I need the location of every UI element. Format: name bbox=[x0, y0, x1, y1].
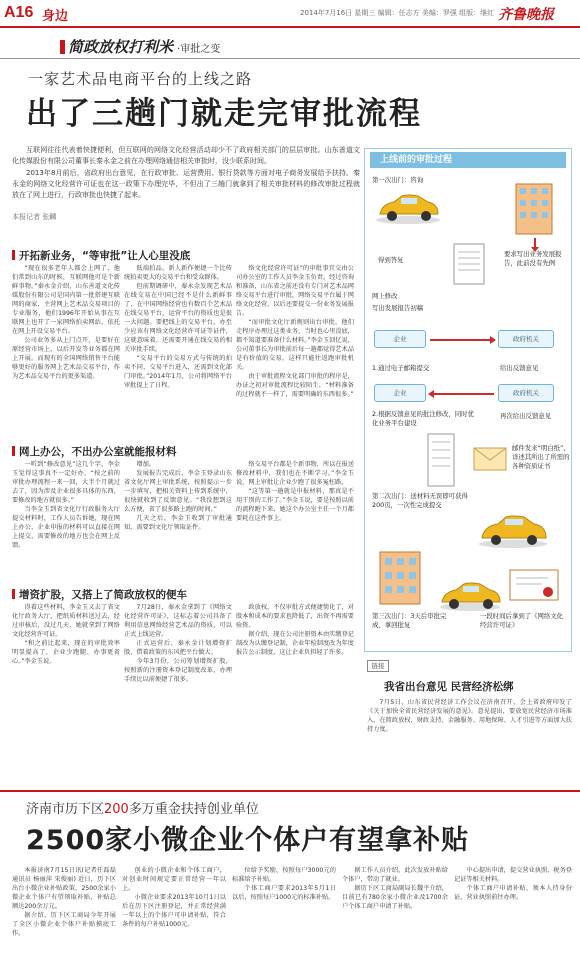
car-icon bbox=[476, 510, 550, 550]
paragraph: 几天之后，李金玉收到了审批通知，需要到文化厅领取证件。 bbox=[124, 515, 232, 531]
section-heading: 网上办公，不出办公室就能报材料 bbox=[12, 444, 177, 459]
masthead bbox=[0, 0, 580, 28]
node-company: 企业 bbox=[374, 330, 426, 348]
paragraph: 络交易平台都是个新事物，所以在报送修改材料中，我们也在不断学习。”李金玉说，网上审批让企业少跑了很多冤枉路。 bbox=[236, 461, 354, 486]
paragraph: 正式运营后，秦永金计划增资扩股，借着政策的东风把平台做大。 bbox=[124, 640, 232, 656]
flow-arrow bbox=[534, 238, 536, 248]
sidebar-body bbox=[367, 698, 572, 782]
certificate-icon bbox=[508, 566, 560, 604]
text-column bbox=[12, 866, 116, 976]
paragraph: 今年3月份，公司筹划增资扩股，按照新的注册资本登记制度改革，办理手续比以前便捷了很多。 bbox=[124, 658, 232, 683]
paragraph: 据工作人员介绍，此次发放补贴给个体户，带动了就业。 bbox=[342, 867, 448, 883]
text-column bbox=[122, 866, 226, 976]
paragraph: 络文化经营许可证”的审批事宜交由公司办公室的工作人员李金玉负责。经过咨询和准备，山东省之前还没有专门对艺术品网络交易平台进行审批，网络交易平台属于网络文化经营，以后还要提交一份业务发展报告。 bbox=[236, 265, 354, 317]
document-icon bbox=[450, 240, 490, 288]
node-government: 政府机关 bbox=[498, 384, 554, 402]
paragraph: 据介绍，现在公司注册资本由实缴登记制改为认缴登记制，企业年检制度改为年度报告公示制度，这让企业负担轻了许多。 bbox=[236, 631, 354, 656]
flow-step-1: 第一次出门：咨询 bbox=[372, 176, 424, 184]
document-icon bbox=[426, 432, 458, 490]
government-building-icon bbox=[372, 546, 430, 606]
article-kicker: 一家艺术品电商平台的上线之路 bbox=[28, 70, 253, 88]
paragraph: 一听到“修改意见”这几个字，李金玉觉得这事真不一定好办，“按之前的审批办理流程一来一回，大半个月就过去了，因为涉及企业很多具体的东西，要修改的地方就很多。” bbox=[12, 461, 120, 504]
kicker-number: 200 bbox=[104, 802, 129, 817]
text-column bbox=[12, 603, 120, 765]
flow-feedback-1: 给出反馈意见 bbox=[500, 364, 539, 372]
text-column bbox=[12, 264, 120, 428]
paragraph: “和之前比起来，现在的审批效率明显提高了，企业少跑腿、办事更省心。”李金玉说。 bbox=[12, 640, 120, 665]
section-heading: 增资扩股，又搭上了简政放权的便车 bbox=[12, 587, 187, 602]
kicker-text: 济南市历下区 bbox=[26, 802, 105, 817]
car-icon bbox=[374, 190, 442, 226]
text-column bbox=[236, 603, 354, 765]
paragraph: “而审批文化厅新规则出台审批，他们走程序办理过这类业务，当时也心里没底，都不知道要准备什么材料。”李金玉回忆说，公司董事长为审批前后每一趟都觉得艺术品是有价值的交易，这样只能往返跑审批机关。 bbox=[236, 319, 354, 371]
node-company: 企业 bbox=[374, 384, 426, 402]
paragraph: 位给予奖励，按照每户3000元的标准给予补贴。 bbox=[232, 867, 336, 883]
paragraph: 公司业务多从上门点开，是要好在原经营市场上，以后开发等业务都在网上开展。而现有的全国网络销售平台能够更好的服务网上艺术品交易平台，作为艺术品交易平台的更多渠道。 bbox=[12, 337, 120, 380]
paragraph: 但前期调研中，秦永金发现艺术品在线交易在中国已经不是什么新鲜事了，在中国网络经营也有数百个艺术品在线交易平台，运营平台的资质也是很一大问题。要把线上的交易平台，办至少应该有网络文化经营许可证等证件，这就意味着，还需要开通在线交易的相关审批手续。 bbox=[124, 283, 232, 353]
divider bbox=[0, 790, 580, 792]
paragraph: 小微企业要求2013年10月1日以后在历下区注册登记，并正常经营满一年以上的个体户可申请补贴，符合条件的每户补贴1000元。 bbox=[122, 894, 226, 928]
flow-step-2: 第二次出门：送材料无误即可获得200页，一次性完成提交 bbox=[372, 492, 468, 509]
paragraph: 7月28日，秦永金拿到了《网络文化经营许可证》，这标志着公司具备了利用信息网络经营艺术品的资质，可以正式上线运营。 bbox=[124, 604, 232, 638]
byline: 本报记者 张麟 bbox=[12, 213, 57, 221]
flow-step-email: 1.通过电子邮箱提交 bbox=[372, 364, 430, 372]
paragraph: 当李金玉到省文化厅行政服务大厅提交材料时，工作人员告诉她，现在网上办公，企业申报的材料可以直接在网上提交，需要修改的地方也会在网上反馈。 bbox=[12, 506, 120, 549]
text-column bbox=[12, 460, 120, 570]
paragraph: 本报济南7月15日讯(记者任磊磊 通讯员 杨丽萍 宋俊丽) 近日，历下区出台小微企业补贴政策，2500余家小微企业个体户有望领取补贴，补贴总额达200余万元。 bbox=[12, 867, 116, 910]
paragraph: 据历下区工商局副局长魏平介绍，目前已有780余家小微企业及1700余户个体工商户申请了补贴。 bbox=[342, 885, 448, 910]
column-subtitle: ·审批之变 bbox=[177, 44, 221, 55]
text-column bbox=[236, 460, 354, 570]
paragraph: 个体工商户要求2013年5月1日以后，按照每户1000元的标准补贴。 bbox=[232, 885, 336, 901]
paragraph: 中心提出申请，提交营业执照、税务登记证等相关材料。 bbox=[454, 867, 572, 883]
flow-step-3: 第三次出门：3天后审批完成，拿回批复 bbox=[372, 612, 447, 629]
text-column bbox=[232, 866, 336, 976]
envelope-icon bbox=[472, 446, 508, 472]
flow-online: 网上修改 bbox=[372, 292, 398, 300]
paragraph: 发展报告完成后，李金玉登录山东省文化厅网上审批系统，按照提示一步一步填写，把相关资料上传到系统中，很快就收到了反馈意见。“我没想到这么方便，省了很多路上跑的时间。” bbox=[124, 470, 232, 513]
text-column bbox=[124, 603, 232, 765]
node-government: 政府机关 bbox=[498, 330, 554, 348]
banner-mark bbox=[60, 40, 65, 54]
car-icon bbox=[436, 578, 504, 612]
article-lead bbox=[12, 145, 360, 202]
text-column bbox=[236, 264, 354, 428]
paragraph: 增加。 bbox=[136, 461, 155, 468]
flowchart-title: 上线前的审批过程 bbox=[370, 152, 566, 168]
flow-connector bbox=[428, 388, 496, 400]
article2-headline: 2500家小微企业个体户有望拿补贴 bbox=[26, 825, 470, 856]
paragraph: 由于审批流程文化部门审批的程序是，办证之初对审批流程比较陌生，“材料准备的过程就不一样了，需要明确的东西很多。” bbox=[236, 373, 354, 398]
column-banner bbox=[68, 36, 220, 58]
paragraph: “这等第一趟就是申报材料，那真是不用干别的工作了。”李金玉说，要是按照以前的流程跑下来，她这个办公室主任一个月都要耗在这件事上。 bbox=[236, 488, 354, 522]
text-column bbox=[124, 264, 232, 428]
flow-connector bbox=[428, 334, 496, 346]
government-building-icon bbox=[508, 178, 560, 236]
section-heading: 开拓新业务，“等审批”让人心里没底 bbox=[12, 248, 190, 263]
paragraph: “交易平台的交易方式与传统的拍卖不同，交易平台进入，还需到文化部门审批。”2014年1月，公司将网络平台审批提上了日程。 bbox=[124, 355, 232, 389]
paragraph: “现在很多老年人都会上网了，他们常到山东的时候，互联网他可是个新鲜事物。”秦永金介绍，山东善道文化传媒股份有限公司是国内第一批搭建互联网的商家，主营网上艺术品交易项目的专业服务，他们1996年开始从事在互联网上也开了一家网络拍卖网站，依托在网上开设交易平台。 bbox=[12, 265, 120, 335]
paragraph: 7月5日，山东省民营经济工作会议在济南召开，会上省政府印发了《关于加快全省民营经济发展的意见》。意见提出，要放宽民营经济市场准入，在简政放权、财政支持、金融服务、用地保障、人才引进等方面加大扶持力度。 bbox=[367, 699, 572, 733]
article-headline: 出了三趟门就走完审批流程 bbox=[26, 96, 422, 132]
section-name: 身边 bbox=[42, 9, 69, 24]
paragraph: 个体工商户申请补贴，须本人持身份证、营业执照前往办理。 bbox=[454, 885, 572, 901]
text-column bbox=[454, 866, 572, 976]
paragraph: 低端拍品，新人新作便捷一个比传统拍卖更大的交易平台和受众群体。 bbox=[124, 265, 232, 281]
flow-step-revise: 2.根据反馈意见的批注修改，同时优化业务平台建设 bbox=[372, 410, 474, 427]
divider bbox=[0, 58, 580, 59]
flow-feedback-2: 再次给出反馈意见 bbox=[500, 412, 552, 420]
newspaper-logo: 齐鲁晚报 bbox=[498, 7, 554, 23]
sidebar-title: 我省出台意见 民营经济松绑 bbox=[384, 681, 514, 693]
text-column bbox=[124, 460, 232, 570]
lead-paragraph: 互联网往往代表着快捷便利，但互联网的网络文化经营活动却少不了政府相关部门的层层审批。山东善道文化传媒股份有限公司董事长秦永金之前在办理网络通信相关审批时，没少联系时间。 bbox=[12, 146, 360, 165]
article2-kicker bbox=[26, 798, 259, 817]
column-title: 简政放权打利米 bbox=[68, 38, 174, 56]
text-column bbox=[342, 866, 448, 976]
page-number: A16 bbox=[4, 4, 34, 21]
paragraph: 据介绍，历下区工商局今年开展了全区小微企业个体户补贴摸底工作。 bbox=[12, 912, 116, 937]
paragraph: 得着这些材料，李金玉又去了省文化厅政务大厅，把纸质材料送过去，经过审核后，没过几天，她就拿到了网络文化经营许可证。 bbox=[12, 604, 120, 638]
flow-online-2: 写出发展报告初稿 bbox=[372, 304, 424, 312]
flow-final: 一段时间后拿到了《网络文化经营许可证》 bbox=[480, 612, 564, 629]
flow-requirement: 要求写出业务发展报告，此前没有先例 bbox=[504, 250, 562, 267]
issue-info: 2014年7月16日 星期三 编辑：任志方 美编：罗强 组版：继红 bbox=[300, 9, 495, 17]
lead-paragraph: 2013年8月前后，省政府出台意见，在行政审批、运营费用、银行贷款等方面对电子商务发展给予扶持。秦永金的网络文化经营许可证也在这一政策下办理完毕，不但出了三趟门就拿到了相关审批材料的修改审批过程就放在了网上进行，行政审批也快捷了起来。 bbox=[12, 169, 360, 199]
link-tag: 链接 bbox=[367, 660, 389, 672]
flow-mail-note: 邮件发来“明白纸”，详述其所出了所需的各种资质证书 bbox=[512, 444, 570, 470]
paragraph: 政放权，不仅审批方式便捷简化了，对股本和成本的要求也降低了，出资不再需要验资。 bbox=[236, 604, 354, 629]
flow-answer: 得到答复 bbox=[378, 256, 404, 264]
paragraph: 创业的小微企业和个体工商户，对创业时间规定要正常经营一年以上。 bbox=[122, 867, 226, 892]
kicker-text: 多万重金扶持创业单位 bbox=[128, 802, 259, 817]
